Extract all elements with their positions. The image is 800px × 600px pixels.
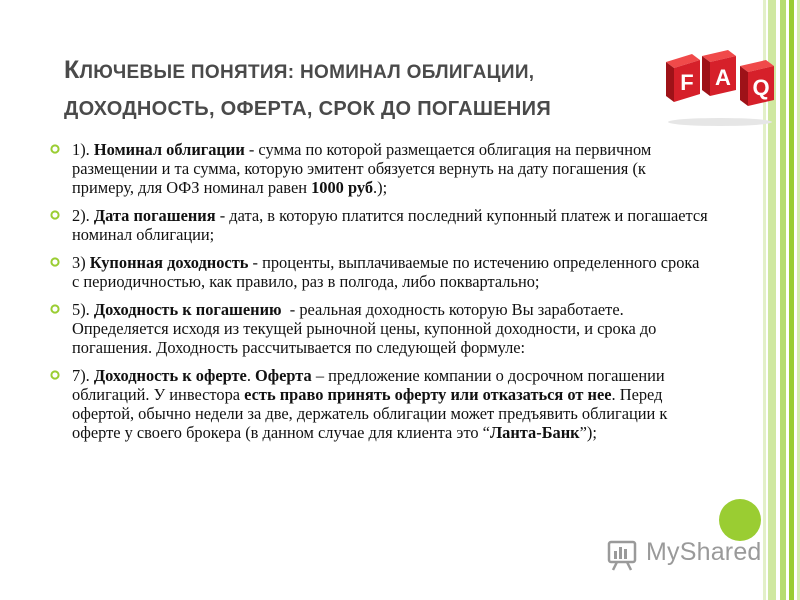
list-item	[50, 206, 710, 244]
definitions-list	[50, 140, 710, 451]
title-rest-2: ОХОДНОСТЬ, ОФЕРТА, СРОК ДО ПОГАШЕНИЯ	[78, 98, 552, 120]
item-5-body: .	[246, 366, 256, 385]
item-2-prefix: 2).	[72, 206, 94, 225]
bullet-ring-icon	[50, 304, 60, 314]
item-4-term: Доходность к погашению	[93, 300, 282, 319]
list-item	[50, 300, 710, 357]
item-5-prefix: 7).	[72, 366, 94, 385]
title-cap-1: К	[64, 56, 80, 84]
list-item	[50, 140, 710, 197]
item-1-body: - сумма по которой размещается облигация на первичном размещении и та сумма, которую эмитент обязуется вернуть на дату погашения (к примеру, для ОФЗ номинал равен	[72, 140, 652, 197]
bar-4	[789, 0, 794, 600]
list-item	[50, 366, 710, 442]
list-item	[50, 253, 710, 291]
slide-title	[64, 52, 664, 127]
item-4-body: - реальная доходность которую Вы заработаете. Определяется исходя из текущей рыночной цены, купонной доходности, и срока до погашения. Доходность рассчитывается по следующей формуле:	[72, 300, 661, 357]
item-2-text	[72, 206, 708, 244]
item-3-text	[72, 253, 699, 291]
faq-cube-f	[666, 54, 700, 102]
item-5-bold-offer: Оферта	[255, 366, 312, 385]
faq-cube-q	[740, 60, 774, 106]
faq-shadow	[668, 118, 772, 126]
bullet-ring-icon	[50, 370, 60, 380]
faq-cubes-image	[662, 40, 780, 132]
faq-letter-f: F	[680, 70, 694, 95]
item-2-term: Дата погашения	[93, 206, 216, 225]
item-1-bold: 1000 руб	[311, 178, 374, 197]
item-3-body: - проценты, выплачиваемые по истечению определенного срока с периодичностью, как правило, раз в полгода, либо поквартально;	[72, 253, 700, 291]
bullet-ring-icon	[50, 210, 60, 220]
title-line-1	[64, 52, 664, 91]
item-5-term: Доходность к оферте	[93, 366, 247, 385]
item-1-text	[72, 140, 651, 197]
faq-letter-a: A	[715, 65, 731, 90]
item-2-body: - дата, в которую платится последний купонный платеж и погашается номинал облигации;	[72, 206, 708, 244]
bar-3	[780, 0, 786, 600]
bullet-ring-icon	[50, 144, 60, 154]
item-4-prefix: 5).	[72, 300, 94, 319]
item-5-bold-right: есть право принять оферту или отказаться от нее	[244, 385, 612, 404]
bullet-ring-icon	[50, 257, 60, 267]
item-5-tail: ”);	[579, 423, 597, 442]
watermark-text: MyShared	[646, 538, 762, 566]
title-cap-2: Д	[64, 98, 79, 120]
item-3-term: Купонная доходность	[89, 253, 249, 272]
item-3-prefix: 3)	[72, 253, 90, 272]
item-1-term: Номинал облигации	[93, 140, 245, 159]
item-5-body-3: . Перед офертой, обычно недели за две, держатель облигации может предъявить облигации к оферте у своего брокера (в данном случае для клиента это “	[72, 385, 668, 442]
item-5-body-2: – предложение компании о досрочном погашении облигаций. У инвестора	[72, 366, 665, 404]
faq-letter-q: Q	[752, 75, 770, 100]
title-line-2	[64, 91, 664, 127]
item-4-text	[72, 300, 660, 357]
item-1-tail: .);	[373, 178, 388, 197]
item-5-bold-bank: Ланта-Банк	[489, 423, 580, 442]
item-1-prefix: 1).	[72, 140, 94, 159]
faq-cube-a	[702, 50, 736, 96]
item-5-text	[72, 366, 667, 442]
title-rest-1: ЛЮЧЕВЫЕ ПОНЯТИЯ: НОМИНАЛ ОБЛИГАЦИИ,	[79, 62, 535, 83]
